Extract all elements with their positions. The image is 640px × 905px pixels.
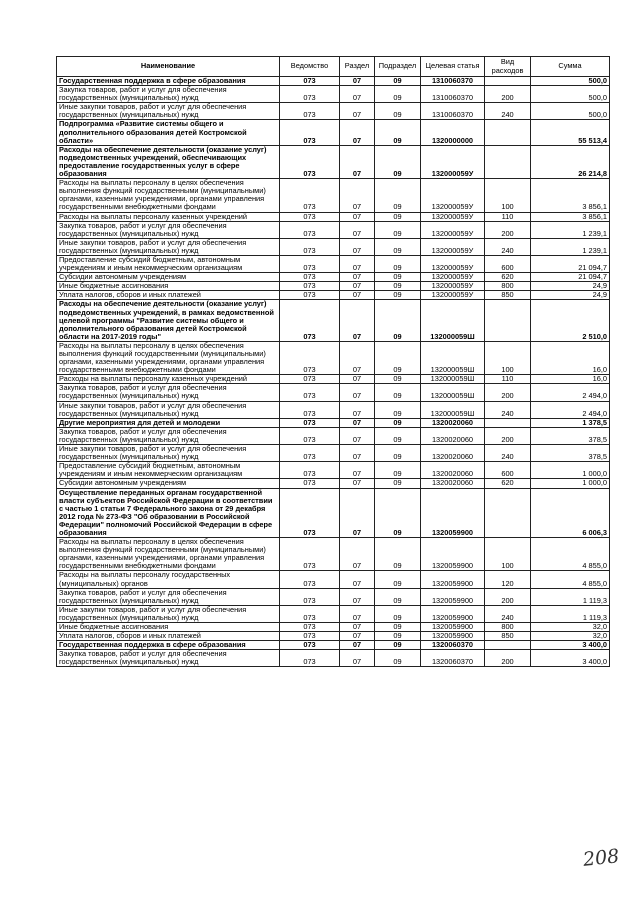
row-subsection: 09	[375, 255, 421, 272]
row-dept: 073	[280, 488, 340, 538]
row-exp-type	[485, 418, 531, 427]
row-sum: 1 239,1	[531, 238, 610, 255]
row-name: Иные закупки товаров, работ и услуг для обеспечения государственных (муниципальных) нужд	[57, 401, 280, 418]
row-subsection: 09	[375, 650, 421, 667]
table-row	[57, 650, 610, 667]
row-name: Иные закупки товаров, работ и услуг для обеспечения государственных (муниципальных) нужд	[57, 238, 280, 255]
row-subsection: 09	[375, 86, 421, 103]
row-sum: 26 214,8	[531, 145, 610, 178]
table-row	[57, 632, 610, 641]
row-exp-type: 240	[485, 103, 531, 120]
row-dept: 073	[280, 221, 340, 238]
row-section: 07	[340, 632, 375, 641]
row-dept: 073	[280, 341, 340, 374]
row-section: 07	[340, 427, 375, 444]
table-row	[57, 77, 610, 86]
row-section: 07	[340, 401, 375, 418]
row-target: 1320059900	[421, 632, 485, 641]
row-section: 07	[340, 641, 375, 650]
row-target: 132000059У	[421, 221, 485, 238]
row-name: Закупка товаров, работ и услуг для обеспечения государственных (муниципальных) нужд	[57, 86, 280, 103]
row-target: 132000059Ш	[421, 401, 485, 418]
row-sum: 21 094,7	[531, 255, 610, 272]
row-exp-type: 200	[485, 384, 531, 401]
row-section: 07	[340, 384, 375, 401]
row-name: Закупка товаров, работ и услуг для обеспечения государственных (муниципальных) нужд	[57, 427, 280, 444]
row-sum: 378,5	[531, 427, 610, 444]
row-name: Иные закупки товаров, работ и услуг для обеспечения государственных (муниципальных) нужд	[57, 445, 280, 462]
row-target: 1320059900	[421, 488, 485, 538]
row-dept: 073	[280, 650, 340, 667]
row-name: Закупка товаров, работ и услуг для обеспечения государственных (муниципальных) нужд	[57, 384, 280, 401]
row-section: 07	[340, 605, 375, 622]
row-subsection: 09	[375, 605, 421, 622]
table-row	[57, 401, 610, 418]
row-name: Закупка товаров, работ и услуг для обеспечения государственных (муниципальных) нужд	[57, 650, 280, 667]
row-target: 132000059У	[421, 273, 485, 282]
row-subsection: 09	[375, 401, 421, 418]
row-exp-type: 240	[485, 605, 531, 622]
row-dept: 073	[280, 623, 340, 632]
header-section: Раздел	[340, 57, 375, 77]
header-target: Целевая статья	[421, 57, 485, 77]
row-dept: 073	[280, 401, 340, 418]
row-section: 07	[340, 445, 375, 462]
row-exp-type: 100	[485, 179, 531, 212]
row-sum: 2 494,0	[531, 384, 610, 401]
row-target: 132000059Ш	[421, 341, 485, 374]
table-row	[57, 341, 610, 374]
row-subsection: 09	[375, 538, 421, 571]
row-section: 07	[340, 179, 375, 212]
row-subsection: 09	[375, 300, 421, 341]
row-dept: 073	[280, 212, 340, 221]
table-row	[57, 427, 610, 444]
row-exp-type: 110	[485, 375, 531, 384]
table-row	[57, 418, 610, 427]
row-name: Расходы на выплаты персоналу казенных учреждений	[57, 212, 280, 221]
table-row	[57, 238, 610, 255]
row-target: 132000059У	[421, 238, 485, 255]
row-sum: 3 856,1	[531, 212, 610, 221]
row-subsection: 09	[375, 375, 421, 384]
row-dept: 073	[280, 384, 340, 401]
row-sum: 500,0	[531, 77, 610, 86]
row-exp-type: 850	[485, 632, 531, 641]
row-subsection: 09	[375, 445, 421, 462]
row-exp-type	[485, 77, 531, 86]
row-exp-type	[485, 641, 531, 650]
table-row	[57, 120, 610, 145]
row-section: 07	[340, 282, 375, 291]
row-exp-type: 620	[485, 479, 531, 488]
table-row	[57, 479, 610, 488]
row-exp-type: 240	[485, 238, 531, 255]
row-name: Расходы на выплаты персоналу в целях обеспечения выполнения функций государственными (муниципальными) органами, казенными учреждениями, органами управления государственными внебюджетными фондами	[57, 179, 280, 212]
row-subsection: 09	[375, 462, 421, 479]
row-subsection: 09	[375, 384, 421, 401]
row-target: 1320020060	[421, 418, 485, 427]
row-exp-type	[485, 300, 531, 341]
table-row	[57, 300, 610, 341]
row-dept: 073	[280, 291, 340, 300]
row-sum: 1 378,5	[531, 418, 610, 427]
row-exp-type: 240	[485, 401, 531, 418]
row-exp-type: 850	[485, 291, 531, 300]
table-row	[57, 86, 610, 103]
row-sum: 500,0	[531, 103, 610, 120]
row-dept: 073	[280, 77, 340, 86]
row-name: Расходы на выплаты персоналу в целях обеспечения выполнения функций государственными (муниципальными) органами, казенными учреждениями, органами управления государственными внебюджетными фондами	[57, 341, 280, 374]
row-dept: 073	[280, 427, 340, 444]
row-target: 1320059900	[421, 571, 485, 588]
row-dept: 073	[280, 255, 340, 272]
table-row	[57, 462, 610, 479]
row-exp-type: 620	[485, 273, 531, 282]
row-name: Предоставление субсидий бюджетным, автономным учреждениям и иным некоммерческим организациям	[57, 462, 280, 479]
row-subsection: 09	[375, 238, 421, 255]
row-section: 07	[340, 212, 375, 221]
row-target: 132000059Ш	[421, 375, 485, 384]
row-section: 07	[340, 488, 375, 538]
row-subsection: 09	[375, 291, 421, 300]
table-row	[57, 255, 610, 272]
row-target: 1320060370	[421, 641, 485, 650]
row-target: 1310060370	[421, 86, 485, 103]
table-header	[57, 57, 610, 77]
table-row	[57, 488, 610, 538]
row-section: 07	[340, 145, 375, 178]
row-section: 07	[340, 273, 375, 282]
row-exp-type: 800	[485, 282, 531, 291]
row-dept: 073	[280, 145, 340, 178]
row-target: 1310060370	[421, 103, 485, 120]
table-row	[57, 212, 610, 221]
row-name: Субсидии автономным учреждениям	[57, 479, 280, 488]
row-name: Государственная поддержка в сфере образования	[57, 77, 280, 86]
row-sum: 1 000,0	[531, 462, 610, 479]
row-name: Государственная поддержка в сфере образования	[57, 641, 280, 650]
row-sum: 1 239,1	[531, 221, 610, 238]
row-name: Иные бюджетные ассигнования	[57, 282, 280, 291]
row-dept: 073	[280, 538, 340, 571]
row-name: Уплата налогов, сборов и иных платежей	[57, 291, 280, 300]
row-exp-type: 240	[485, 445, 531, 462]
table-row	[57, 384, 610, 401]
row-subsection: 09	[375, 571, 421, 588]
header-dept: Ведомство	[280, 57, 340, 77]
row-sum: 2 494,0	[531, 401, 610, 418]
header-name: Наименование	[57, 57, 280, 77]
row-name: Иные закупки товаров, работ и услуг для обеспечения государственных (муниципальных) нужд	[57, 103, 280, 120]
row-sum: 2 510,0	[531, 300, 610, 341]
header-sum: Сумма	[531, 57, 610, 77]
table-row	[57, 445, 610, 462]
row-sum: 32,0	[531, 623, 610, 632]
row-exp-type: 100	[485, 538, 531, 571]
row-sum: 1 119,3	[531, 588, 610, 605]
row-dept: 073	[280, 282, 340, 291]
row-sum: 24,9	[531, 282, 610, 291]
row-exp-type	[485, 120, 531, 145]
table-row	[57, 605, 610, 622]
table-row	[57, 623, 610, 632]
row-name: Расходы на выплаты персоналу в целях обеспечения выполнения функций государственными (муниципальными) органами, казенными учреждениями, органами управления государственными внебюджетными фондами	[57, 538, 280, 571]
row-exp-type: 600	[485, 462, 531, 479]
row-target: 132000059У	[421, 179, 485, 212]
row-subsection: 09	[375, 145, 421, 178]
table-body	[57, 77, 610, 667]
row-target: 132000059У	[421, 212, 485, 221]
row-subsection: 09	[375, 427, 421, 444]
row-target: 132000059Ш	[421, 300, 485, 341]
table-row	[57, 375, 610, 384]
row-section: 07	[340, 255, 375, 272]
row-exp-type	[485, 488, 531, 538]
table-row	[57, 641, 610, 650]
row-dept: 073	[280, 238, 340, 255]
row-subsection: 09	[375, 632, 421, 641]
table-row	[57, 145, 610, 178]
row-subsection: 09	[375, 588, 421, 605]
row-subsection: 09	[375, 479, 421, 488]
row-dept: 073	[280, 571, 340, 588]
row-exp-type: 200	[485, 427, 531, 444]
row-subsection: 09	[375, 273, 421, 282]
row-subsection: 09	[375, 179, 421, 212]
row-subsection: 09	[375, 341, 421, 374]
row-dept: 073	[280, 179, 340, 212]
row-name: Расходы на выплаты персоналу казенных учреждений	[57, 375, 280, 384]
row-name: Иные бюджетные ассигнования	[57, 623, 280, 632]
row-sum: 3 400,0	[531, 650, 610, 667]
row-dept: 073	[280, 103, 340, 120]
table-row	[57, 103, 610, 120]
row-section: 07	[340, 291, 375, 300]
row-target: 1320000000	[421, 120, 485, 145]
row-sum: 24,9	[531, 291, 610, 300]
row-subsection: 09	[375, 282, 421, 291]
row-name: Закупка товаров, работ и услуг для обеспечения государственных (муниципальных) нужд	[57, 221, 280, 238]
row-subsection: 09	[375, 103, 421, 120]
row-target: 1320060370	[421, 650, 485, 667]
row-subsection: 09	[375, 212, 421, 221]
row-dept: 073	[280, 462, 340, 479]
row-target: 1320059900	[421, 538, 485, 571]
table-row	[57, 273, 610, 282]
budget-table	[56, 56, 610, 667]
row-sum: 3 856,1	[531, 179, 610, 212]
row-target: 1320059900	[421, 605, 485, 622]
row-name: Закупка товаров, работ и услуг для обеспечения государственных (муниципальных) нужд	[57, 588, 280, 605]
row-dept: 073	[280, 479, 340, 488]
row-exp-type: 200	[485, 221, 531, 238]
row-target: 1320020060	[421, 445, 485, 462]
row-section: 07	[340, 221, 375, 238]
table-row	[57, 179, 610, 212]
row-exp-type: 110	[485, 212, 531, 221]
row-section: 07	[340, 77, 375, 86]
row-dept: 073	[280, 632, 340, 641]
row-name: Иные закупки товаров, работ и услуг для обеспечения государственных (муниципальных) нужд	[57, 605, 280, 622]
row-target: 132000059У	[421, 291, 485, 300]
row-subsection: 09	[375, 623, 421, 632]
row-name: Уплата налогов, сборов и иных платежей	[57, 632, 280, 641]
row-target: 1320020060	[421, 427, 485, 444]
row-exp-type	[485, 145, 531, 178]
row-dept: 073	[280, 120, 340, 145]
row-target: 132000059У	[421, 145, 485, 178]
row-section: 07	[340, 120, 375, 145]
row-dept: 073	[280, 375, 340, 384]
row-dept: 073	[280, 641, 340, 650]
row-section: 07	[340, 479, 375, 488]
row-sum: 4 855,0	[531, 538, 610, 571]
row-section: 07	[340, 418, 375, 427]
row-sum: 500,0	[531, 86, 610, 103]
table-row	[57, 221, 610, 238]
row-dept: 073	[280, 588, 340, 605]
row-name: Предоставление субсидий бюджетным, автономным учреждениям и иным некоммерческим организациям	[57, 255, 280, 272]
row-section: 07	[340, 650, 375, 667]
row-sum: 378,5	[531, 445, 610, 462]
row-dept: 073	[280, 273, 340, 282]
row-dept: 073	[280, 445, 340, 462]
row-target: 1320059900	[421, 588, 485, 605]
row-section: 07	[340, 571, 375, 588]
row-sum: 3 400,0	[531, 641, 610, 650]
row-sum: 21 094,7	[531, 273, 610, 282]
row-exp-type: 600	[485, 255, 531, 272]
row-sum: 1 000,0	[531, 479, 610, 488]
row-sum: 32,0	[531, 632, 610, 641]
row-target: 132000059У	[421, 282, 485, 291]
row-section: 07	[340, 588, 375, 605]
row-name: Субсидии автономным учреждениям	[57, 273, 280, 282]
row-subsection: 09	[375, 120, 421, 145]
row-target: 1320020060	[421, 462, 485, 479]
row-section: 07	[340, 462, 375, 479]
row-section: 07	[340, 341, 375, 374]
row-section: 07	[340, 238, 375, 255]
row-name: Другие мероприятия для детей и молодежи	[57, 418, 280, 427]
row-name: Расходы на обеспечение деятельности (оказание услуг) подведомственных учреждений, обеспечивающих предоставление государственных услуг в сфере образования	[57, 145, 280, 178]
row-exp-type: 100	[485, 341, 531, 374]
row-section: 07	[340, 300, 375, 341]
row-section: 07	[340, 103, 375, 120]
row-target: 132000059У	[421, 255, 485, 272]
row-section: 07	[340, 538, 375, 571]
row-sum: 4 855,0	[531, 571, 610, 588]
row-subsection: 09	[375, 641, 421, 650]
row-target: 1310060370	[421, 77, 485, 86]
table-row	[57, 282, 610, 291]
row-sum: 1 119,3	[531, 605, 610, 622]
row-dept: 073	[280, 300, 340, 341]
row-section: 07	[340, 375, 375, 384]
row-subsection: 09	[375, 221, 421, 238]
row-section: 07	[340, 86, 375, 103]
row-dept: 073	[280, 86, 340, 103]
row-section: 07	[340, 623, 375, 632]
header-exp-type: Вид расходов	[485, 57, 531, 77]
row-exp-type: 800	[485, 623, 531, 632]
row-target: 132000059Ш	[421, 384, 485, 401]
row-name: Расходы на выплаты персоналу государственных (муниципальных) органов	[57, 571, 280, 588]
row-subsection: 09	[375, 77, 421, 86]
row-subsection: 09	[375, 488, 421, 538]
row-sum: 16,0	[531, 341, 610, 374]
row-name: Расходы на обеспечение деятельности (оказание услуг) подведомственных учреждений, в рамках ведомственной целевой программы "Развитие системы общего и дополнительного образования детей Костромской области на 2017-2019 годы"	[57, 300, 280, 341]
row-name: Осуществление переданных органам государственной власти субъектов Российской Федерации в соответствии с частью 1 статьи 7 Федерального закона от 29 декабря 2012 года № 273-ФЗ "Об образовании в Российской Федерации" полномочий Российской Федерации в сфере образования	[57, 488, 280, 538]
row-name: Подпрограмма «Развитие системы общего и дополнительного образования детей Костромской области»	[57, 120, 280, 145]
table-row	[57, 291, 610, 300]
page-number: 208	[581, 845, 621, 871]
table-row	[57, 571, 610, 588]
table-row	[57, 538, 610, 571]
row-target: 1320059900	[421, 623, 485, 632]
row-sum: 6 006,3	[531, 488, 610, 538]
row-dept: 073	[280, 418, 340, 427]
row-exp-type: 200	[485, 588, 531, 605]
row-exp-type: 200	[485, 86, 531, 103]
row-sum: 16,0	[531, 375, 610, 384]
row-exp-type: 200	[485, 650, 531, 667]
row-target: 1320020060	[421, 479, 485, 488]
row-sum: 55 513,4	[531, 120, 610, 145]
table-row	[57, 588, 610, 605]
row-dept: 073	[280, 605, 340, 622]
row-exp-type: 120	[485, 571, 531, 588]
row-subsection: 09	[375, 418, 421, 427]
header-subsection: Подраздел	[375, 57, 421, 77]
